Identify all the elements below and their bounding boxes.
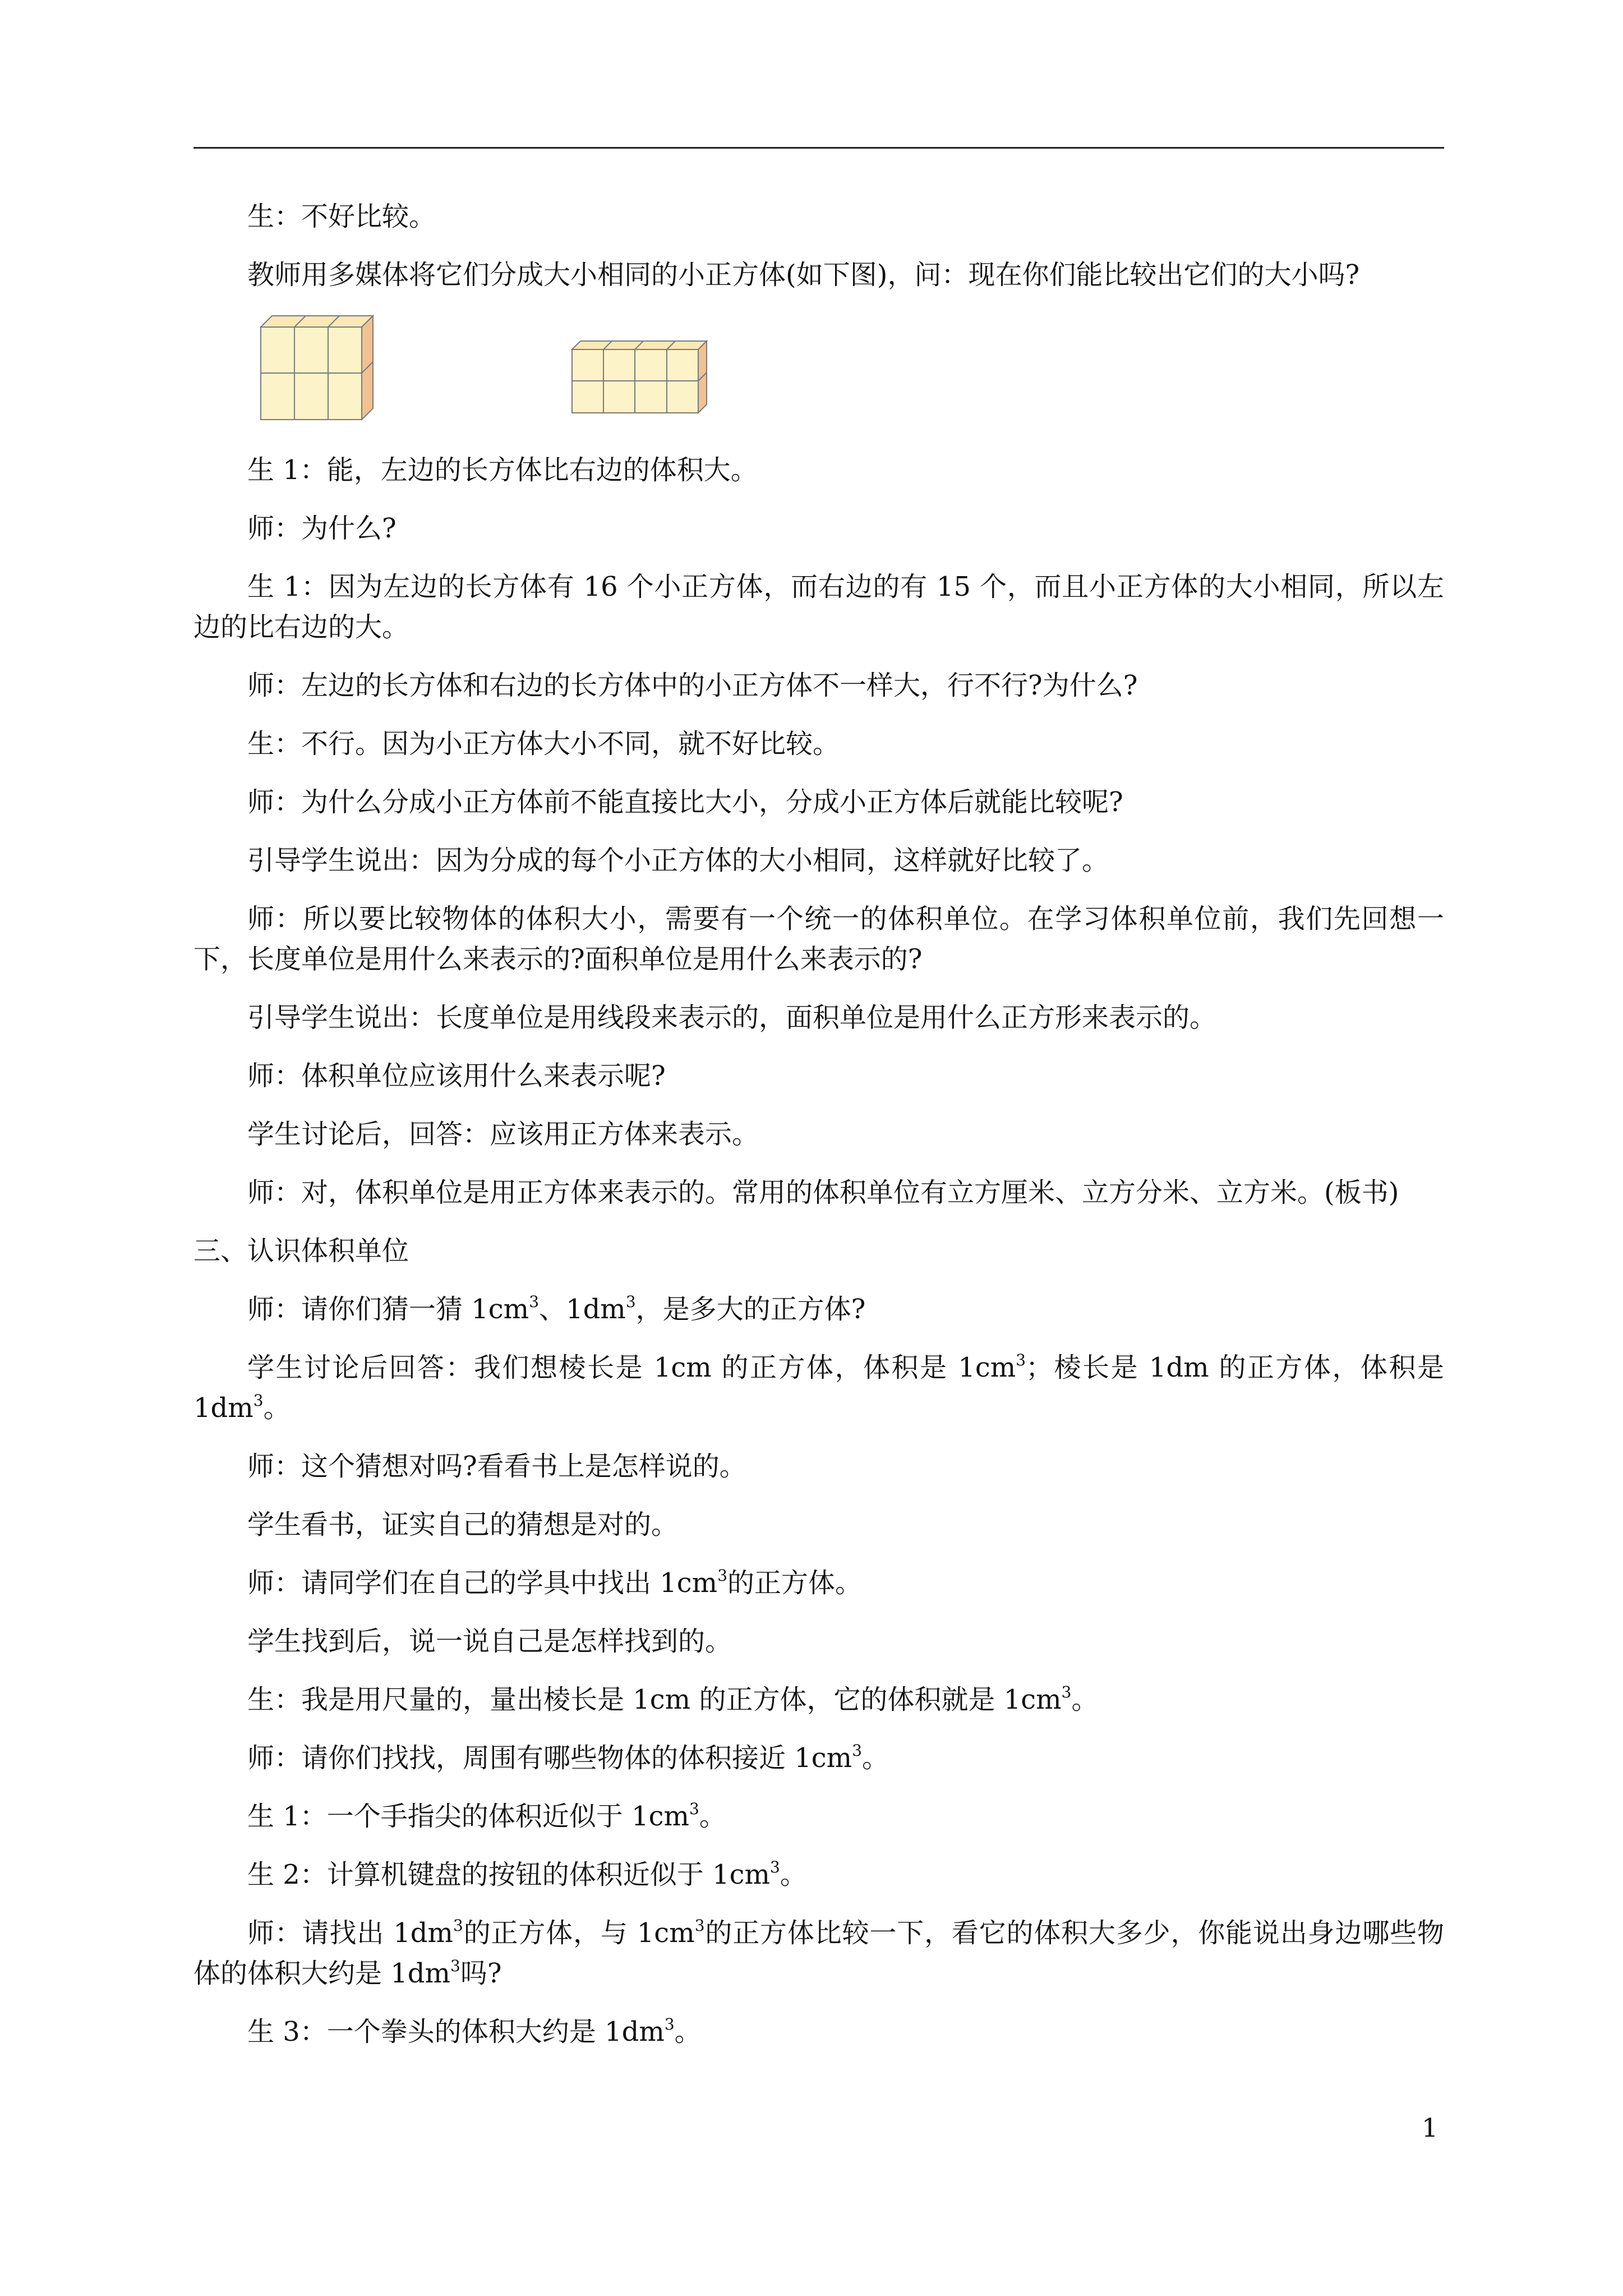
superscript: 3 (770, 1858, 780, 1876)
paragraph: 师：为什么? (247, 513, 396, 544)
paragraph: 教师用多媒体将它们分成大小相同的小正方体(如下图)，问：现在你们能比较出它们的大小吗? (247, 259, 1360, 291)
page-number: 1 (1422, 2113, 1438, 2143)
superscript: 3 (625, 1292, 636, 1311)
text-run: 师：请你们猜一猜 1cm (247, 1294, 529, 1325)
superscript: 3 (664, 2015, 675, 2033)
superscript: 3 (1016, 1351, 1026, 1369)
text-run: 。 (780, 1859, 807, 1890)
cuboid-figure (193, 313, 1444, 431)
superscript: 3 (689, 1800, 699, 1818)
text-run: 。 (699, 1801, 726, 1832)
paragraph: 生：不好比较。 (247, 201, 436, 232)
paragraph (193, 1621, 1444, 1662)
superscript: 3 (694, 1916, 705, 1935)
text-run: 生 3：一个拳头的体积大约是 1dm (247, 2016, 665, 2047)
superscript: 3 (529, 1292, 540, 1311)
text-run: 。 (1071, 1684, 1099, 1715)
paragraph: 师：体积单位应该用什么来表示呢? (247, 1060, 666, 1092)
paragraph (193, 1446, 1444, 1487)
paragraph: 生：不行。因为小正方体大小不同，就不好比较。 (247, 728, 840, 760)
paragraph (193, 2012, 1444, 2052)
superscript: 3 (1061, 1683, 1072, 1701)
text-run: 、1dm (539, 1294, 626, 1325)
text-run: 师：请同学们在自己的学具中找出 1cm (247, 1567, 718, 1599)
text-run: 生 2：计算机键盘的按钮的体积近似于 1cm (247, 1859, 770, 1890)
text-run: 学生找到后，说一说自己是怎样找到的。 (247, 1626, 732, 1657)
text-run: 。 (862, 1742, 889, 1774)
paragraph: 师：对，体积单位是用正方体来表示的。常用的体积单位有立方厘米、立方分米、立方米。(板书) (247, 1177, 1399, 1208)
text-run: 的正方体。 (727, 1567, 863, 1599)
superscript: 3 (450, 1957, 460, 1975)
paragraph (193, 1504, 1444, 1545)
text-run: 师：请找出 1dm (247, 1917, 454, 1949)
paragraph (193, 1563, 1444, 1603)
section-heading: 三、认识体积单位 (193, 1235, 409, 1267)
document-body (193, 196, 1444, 2070)
text-run: ，是多大的正方体? (635, 1294, 866, 1325)
paragraph: 引导学生说出：长度单位是用线段来表示的，面积单位是用什么正方形来表示的。 (247, 1002, 1217, 1033)
text-run: 生：我是用尺量的，量出棱长是 1cm 的正方体，它的体积就是 1cm (247, 1684, 1062, 1715)
text-run: 吗? (460, 1958, 502, 1989)
paragraph (193, 1738, 1444, 1778)
text-run: 师：这个猜想对吗?看看书上是怎样说的。 (247, 1451, 746, 1482)
paragraph: 师：左边的长方体和右边的长方体中的小正方体不一样大，行不行?为什么? (247, 670, 1138, 701)
left-cuboid-diagram (255, 313, 379, 425)
paragraph (193, 1855, 1444, 1895)
paragraph: 师：所以要比较物体的体积大小，需要有一个统一的体积单位。在学习体积单位前，我们先回想一下，长度单位是用什么来表示的?面积单位是用什么来表示的? (193, 903, 1444, 975)
text-run: ；棱长是 1dm 的正方体，体积是 1dm (193, 1352, 1444, 1424)
paragraph: 引导学生说出：因为分成的每个小正方体的大小相同，这样就好比较了。 (247, 845, 1109, 876)
paragraph: 生 1：因为左边的长方体有 16 个小正方体，而右边的有 15 个，而且小正方体的大小相同，所以左边的比右边的大。 (193, 571, 1444, 643)
text-run: 生 1：一个手指尖的体积近似于 1cm (247, 1801, 689, 1832)
superscript: 3 (453, 1916, 463, 1935)
header-rule (193, 147, 1444, 149)
text-run: 。 (674, 2016, 702, 2047)
paragraph (193, 1680, 1444, 1720)
text-run: 师：请你们找找，周围有哪些物体的体积接近 1cm (247, 1742, 852, 1774)
paragraph: 师：为什么分成小正方体前不能直接比大小，分成小正方体后就能比较呢? (247, 786, 1123, 818)
superscript: 3 (717, 1566, 728, 1585)
right-cuboid-diagram (566, 338, 712, 417)
paragraph (193, 1347, 1444, 1428)
superscript: 3 (253, 1391, 264, 1410)
paragraph (193, 1796, 1444, 1837)
superscript: 3 (852, 1741, 863, 1760)
text-run: 学生讨论后回答：我们想棱长是 1cm 的正方体，体积是 1cm (247, 1352, 1016, 1383)
text-run: 的正方体比较一下，看它的体积大多少，你能说出身边哪些物体的体积大约是 1dm (193, 1917, 1444, 1989)
paragraph: 生 1：能，左边的长方体比右边的体积大。 (247, 454, 758, 486)
paragraph (193, 1289, 1444, 1329)
paragraph: 学生讨论后，回答：应该用正方体来表示。 (247, 1119, 759, 1150)
paragraph (193, 1913, 1444, 1994)
text-run: 。 (263, 1392, 291, 1424)
text-run: 的正方体，与 1cm (463, 1917, 695, 1949)
text-run: 学生看书，证实自己的猜想是对的。 (247, 1509, 679, 1540)
